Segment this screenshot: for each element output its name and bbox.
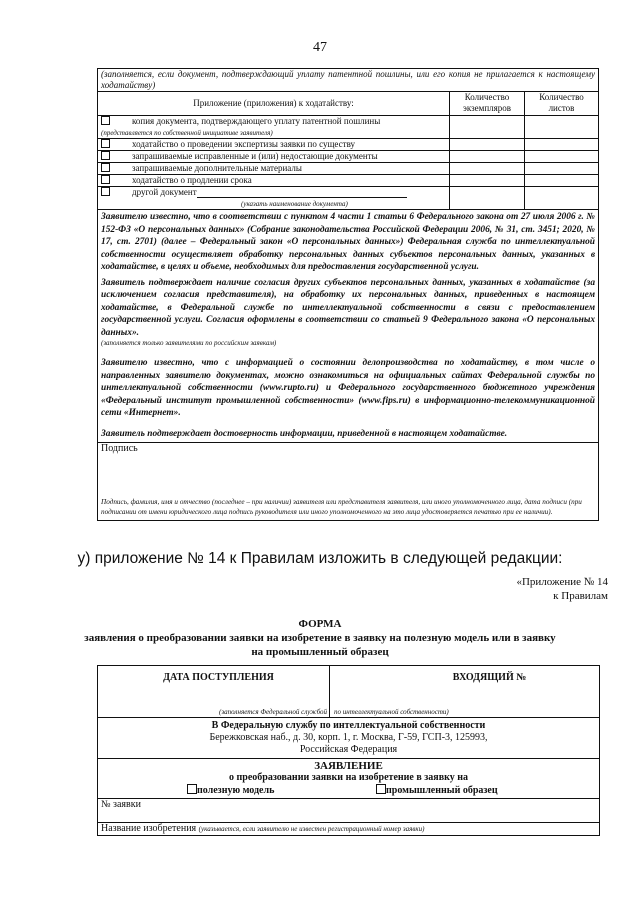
attachment-row: запрашиваемые дополнительные материалы [98,163,450,175]
application-number-field[interactable]: № заявки [98,799,600,823]
col-copies-header: Количество экземпляров [450,92,525,116]
form-subtitle-2: на промышленный образец [251,646,389,658]
checkbox[interactable] [376,784,386,794]
country: Российская Федерация [299,744,398,755]
page-number: 47 [313,40,327,55]
attachment-row: запрашиваемые исправленные и (или) недостающие документы [98,151,450,163]
checkbox[interactable] [101,175,110,184]
date-received-label: ДАТА ПОСТУПЛЕНИЯ [163,672,274,683]
consent-paragraph-1: Заявителю известно, что в соответствии с пунктом 4 части 1 статьи 6 Федерального закона от 27 июля 2006 г. № 152-ФЗ «О персональных данных» (Собрание законодательства Российской Федерации 2006, № 31, ст. 3451; 2020, № 17, ст. 2701) (далее – Федеральный закон «О персональных данных») Федеральная служба по интеллектуальной собственности осуществляет обработку персональных данных субъектов персональных данных, указанных в ходатайстве, в целях и объеме, необходимых для предоставления государственной услуги. [101,212,596,272]
section-heading: у) приложение № 14 к Правилам изложить в следующей редакции: [77,550,563,567]
statement-title: ЗАЯВЛЕНИЕ [314,760,383,772]
col-sheets-header: Количество листов [525,92,599,116]
form-title: ФОРМА [298,618,342,630]
other-document-line[interactable] [197,188,407,198]
consent-paragraph-3: Заявителю известно, что с информацией о состоянии делопроизводства по ходатайству, в том числе о направленных заявителю документах, можно ознакомиться на официальных сайтах Федеральной службы по интеллектуальной собственности (www.rupto.ru) и Федерального государственного бюджетного учреждения «Федеральный институт промышленной собственности» (www.fips.ru) в информационно-телекоммуникационной сети «Интернет». [101,358,596,418]
attachments-table [97,68,599,521]
checkbox[interactable] [101,163,110,172]
application-form-table [97,665,600,836]
consent-paragraph-2: Заявитель подтверждает наличие согласия других субъектов персональных данных, указанных в ходатайстве (за исключением согласия представителя), на обработку их персональных данных, приведенных в настоящем ходатайстве, в Федеральной службе по интеллектуальной собственности в связи с предоставлением государственной услуги. Согласия оформлены в соответствии со статьей 9 Федерального закона «О персональных данных». [101,277,596,338]
attachment-note: (указать наименование документа) [241,200,348,208]
signature-note: Подпись, фамилия, имя и отчество (последнее – при наличии) заявителя или представителя заявителя, или иного уполномоченного лица, дата подписи (при подписании от имени юридического лица подпись руководителя или иного уполномоченного на это лица удостоверяется печатью при ее наличии). [101,498,582,516]
consent-paragraph-4: Заявитель подтверждает достоверность информации, приведенной в настоящем ходатайстве. [101,428,508,439]
option-utility-model[interactable]: полезную модель [187,784,274,797]
signature-label: Подпись [101,443,138,454]
incoming-number-label: ВХОДЯЩИЙ № [452,672,527,683]
attachment-row: ходатайство о проведении экспертизы заявки по существу [98,139,450,151]
attachment-row: другой документ (указать наименование документа) [98,187,450,210]
consent-note: (заполняется только заявителями по российским заявкам) [101,339,277,347]
attachment-row: ходатайство о продлении срока [98,175,450,187]
form-subtitle-1: заявления о преобразовании заявки на изобретение в заявку на полезную модель или в заявку [84,632,556,644]
attachments-header: Приложение (приложения) к ходатайству: [98,92,450,116]
checkbox[interactable] [101,116,110,125]
attachment-note: (представляется по собственной инициативе заявителя) [101,129,273,137]
option-industrial-design[interactable]: промышленный образец [376,784,498,797]
statement-subtitle: о преобразовании заявки на изобретение в заявку на [229,772,468,783]
date-note: (заполняется Федеральной службой [219,708,327,716]
checkbox[interactable] [101,139,110,148]
address: Бережковская наб., д. 30, корп. 1, г. Москва, Г-59, ГСП-3, 125993, [209,732,488,743]
addressee: В Федеральную службу по интеллектуальной собственности [211,720,486,731]
appendix-reference: «Приложение № 14 к Правилам [516,576,608,602]
top-note: (заполняется, если документ, подтверждающий уплату патентной пошлины, или его копия не прилагается к настоящему ходатайству) [98,69,599,92]
invention-name-field[interactable]: Название изобретения (указывается, если заявителю не известен регистрационный номер заявки) [98,823,600,836]
checkbox[interactable] [187,784,197,794]
attachment-row: копия документа, подтверждающего уплату патентной пошлины (представляется по собственной инициативе заявителя) [98,116,450,139]
checkbox[interactable] [101,151,110,160]
incoming-note: по интеллектуальной собственности) [334,708,449,716]
checkbox[interactable] [101,187,110,196]
